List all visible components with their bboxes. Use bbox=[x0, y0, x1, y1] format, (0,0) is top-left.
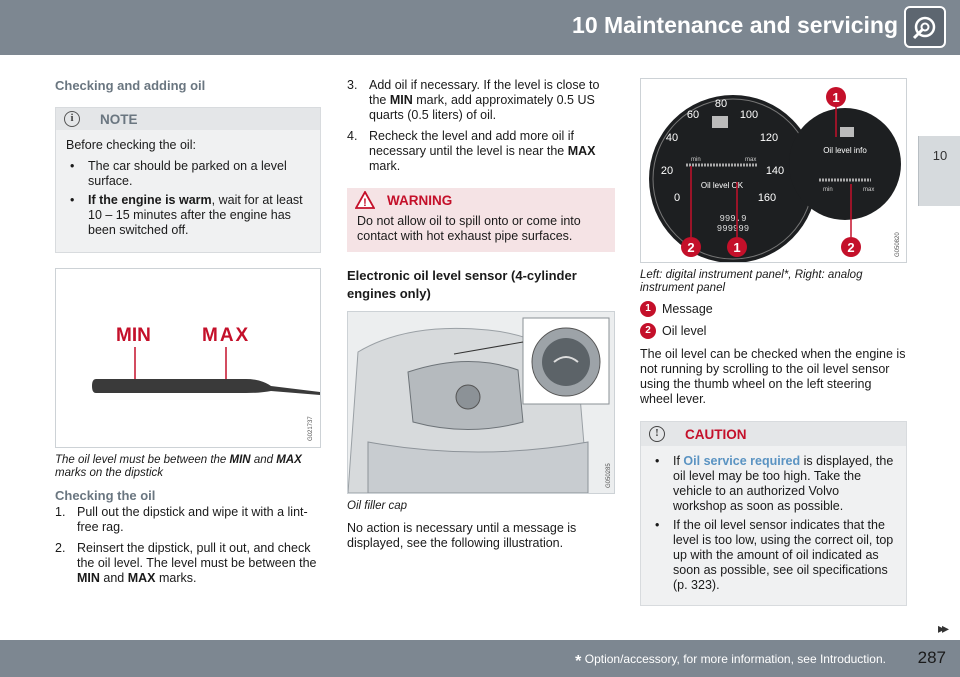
note-header bbox=[56, 108, 320, 130]
note-label: NOTE bbox=[100, 111, 138, 127]
engine-bay-figure bbox=[347, 311, 615, 494]
svg-text:40: 40 bbox=[665, 132, 679, 144]
oil-can-icon bbox=[840, 127, 854, 137]
caution-icon: ! bbox=[649, 426, 665, 442]
body-text: The oil level can be checked when the engine is not running by scrolling to the oil level sensor using the thumb wheel on the left steering wheel lever. bbox=[640, 347, 906, 406]
svg-text:999999: 999999 bbox=[716, 224, 750, 234]
body-text: No action is necessary until a message is displayed, see the following illustration. bbox=[347, 521, 577, 550]
svg-text:min: min bbox=[691, 157, 701, 163]
svg-text:1: 1 bbox=[733, 240, 741, 255]
svg-text:140: 140 bbox=[765, 165, 785, 177]
figure-code: G050820 bbox=[895, 232, 901, 257]
column-1 bbox=[55, 78, 321, 592]
page-header bbox=[0, 0, 960, 55]
figure-code: G050285 bbox=[606, 463, 612, 488]
svg-text:20: 20 bbox=[660, 165, 674, 177]
caution-bullet: • If Oil service required is displayed, the oil level may be too high. Take the vehicle to an authorized Volvo workshop as soon as possible. bbox=[651, 454, 896, 514]
oil-can-icon bbox=[712, 116, 728, 128]
warning-triangle-icon bbox=[355, 191, 375, 209]
figure-caption: Oil filler cap bbox=[347, 500, 408, 512]
section-title: Checking and adding oil bbox=[55, 78, 206, 93]
column-3 bbox=[640, 78, 907, 606]
warning-text: Do not allow oil to spill onto or come into contact with hot exhaust pipe surfaces. bbox=[357, 214, 581, 243]
svg-text:80: 80 bbox=[714, 98, 728, 110]
info-display bbox=[789, 108, 901, 220]
dipstick-figure bbox=[55, 268, 321, 448]
column-2 bbox=[347, 78, 615, 551]
svg-text:max: max bbox=[863, 187, 875, 193]
svg-text:max: max bbox=[745, 157, 757, 163]
callout-marker: 2 bbox=[640, 323, 656, 339]
caution-box bbox=[640, 421, 907, 606]
caution-label: CAUTION bbox=[685, 426, 747, 442]
callout-legend-2: 2 Oil level bbox=[640, 323, 907, 339]
note-box bbox=[55, 107, 321, 253]
step-item: 4. Recheck the level and add more oil if necessary until the level is near the MAX mark. bbox=[347, 129, 596, 173]
svg-text:120: 120 bbox=[759, 132, 779, 144]
wrench-gear-icon bbox=[904, 6, 946, 48]
max-mark-label: MAX bbox=[202, 325, 251, 346]
svg-text:100: 100 bbox=[739, 109, 759, 121]
next-page-arrows[interactable]: ▸▸ bbox=[937, 620, 946, 636]
min-mark-label: MIN bbox=[116, 325, 151, 346]
step-item: 3. Add oil if necessary. If the level is close to the MIN mark, add approximately 0.5 US quarts (0.5 liters) of oil. bbox=[347, 78, 600, 122]
chapter-tab[interactable] bbox=[918, 136, 960, 206]
caution-bullet: • If the oil level sensor indicates that the level is too low, using the correct oil, top up with the amount of oil indicated as soon as possible, see oil specifications (p. 323). bbox=[651, 518, 896, 593]
svg-text:999.9: 999.9 bbox=[719, 214, 747, 224]
svg-text:2: 2 bbox=[687, 240, 695, 255]
step-item: 1. Pull out the dipstick and wipe it with a lint-free rag. bbox=[55, 505, 308, 534]
svg-text:60: 60 bbox=[686, 109, 700, 121]
svg-text:2: 2 bbox=[847, 240, 855, 255]
page-footer bbox=[0, 640, 960, 677]
note-intro: Before checking the oil: bbox=[66, 138, 196, 152]
callout-legend-1: 1 Message bbox=[640, 301, 907, 317]
footer-note: * Option/accessory, for more information, see Introduction. bbox=[575, 652, 886, 670]
page-number: 287 bbox=[917, 648, 946, 667]
warning-label: WARNING bbox=[387, 192, 453, 208]
step-item: 2. Reinsert the dipstick, pull it out, and check the oil level. The level must be between the MIN and MAX marks. bbox=[55, 541, 317, 585]
info-icon: i bbox=[64, 111, 80, 127]
section-heading: Electronic oil level sensor (4-cylinder engines only) bbox=[347, 268, 577, 301]
svg-text:Oil level info: Oil level info bbox=[823, 146, 867, 155]
dipstick bbox=[92, 379, 320, 395]
callout-marker: 1 bbox=[640, 301, 656, 317]
chapter-tab-label: 10 bbox=[932, 148, 948, 163]
warning-box bbox=[347, 188, 615, 252]
svg-text:min: min bbox=[823, 187, 833, 193]
note-bullet: • The car should be parked on a level surface. bbox=[66, 159, 310, 189]
figure-code: G021737 bbox=[308, 416, 314, 441]
svg-text:!: ! bbox=[363, 197, 367, 209]
subsection-title: Checking the oil bbox=[55, 488, 156, 503]
svg-text:1: 1 bbox=[832, 90, 840, 105]
instrument-panel-figure bbox=[640, 78, 907, 263]
chapter-title: 10 Maintenance and servicing bbox=[572, 12, 898, 38]
note-bullet: • If the engine is warm, wait for at least 10 – 15 minutes after the engine has been switched off. bbox=[66, 193, 310, 238]
svg-text:Oil level OK: Oil level OK bbox=[700, 181, 744, 190]
svg-text:0: 0 bbox=[673, 192, 681, 204]
figure-caption: Left: digital instrument panel*, Right: analog instrument panel bbox=[640, 269, 863, 294]
svg-text:160: 160 bbox=[757, 192, 777, 204]
figure-caption: The oil level must be between the MIN and MAX marks on the dipstick bbox=[55, 454, 302, 479]
